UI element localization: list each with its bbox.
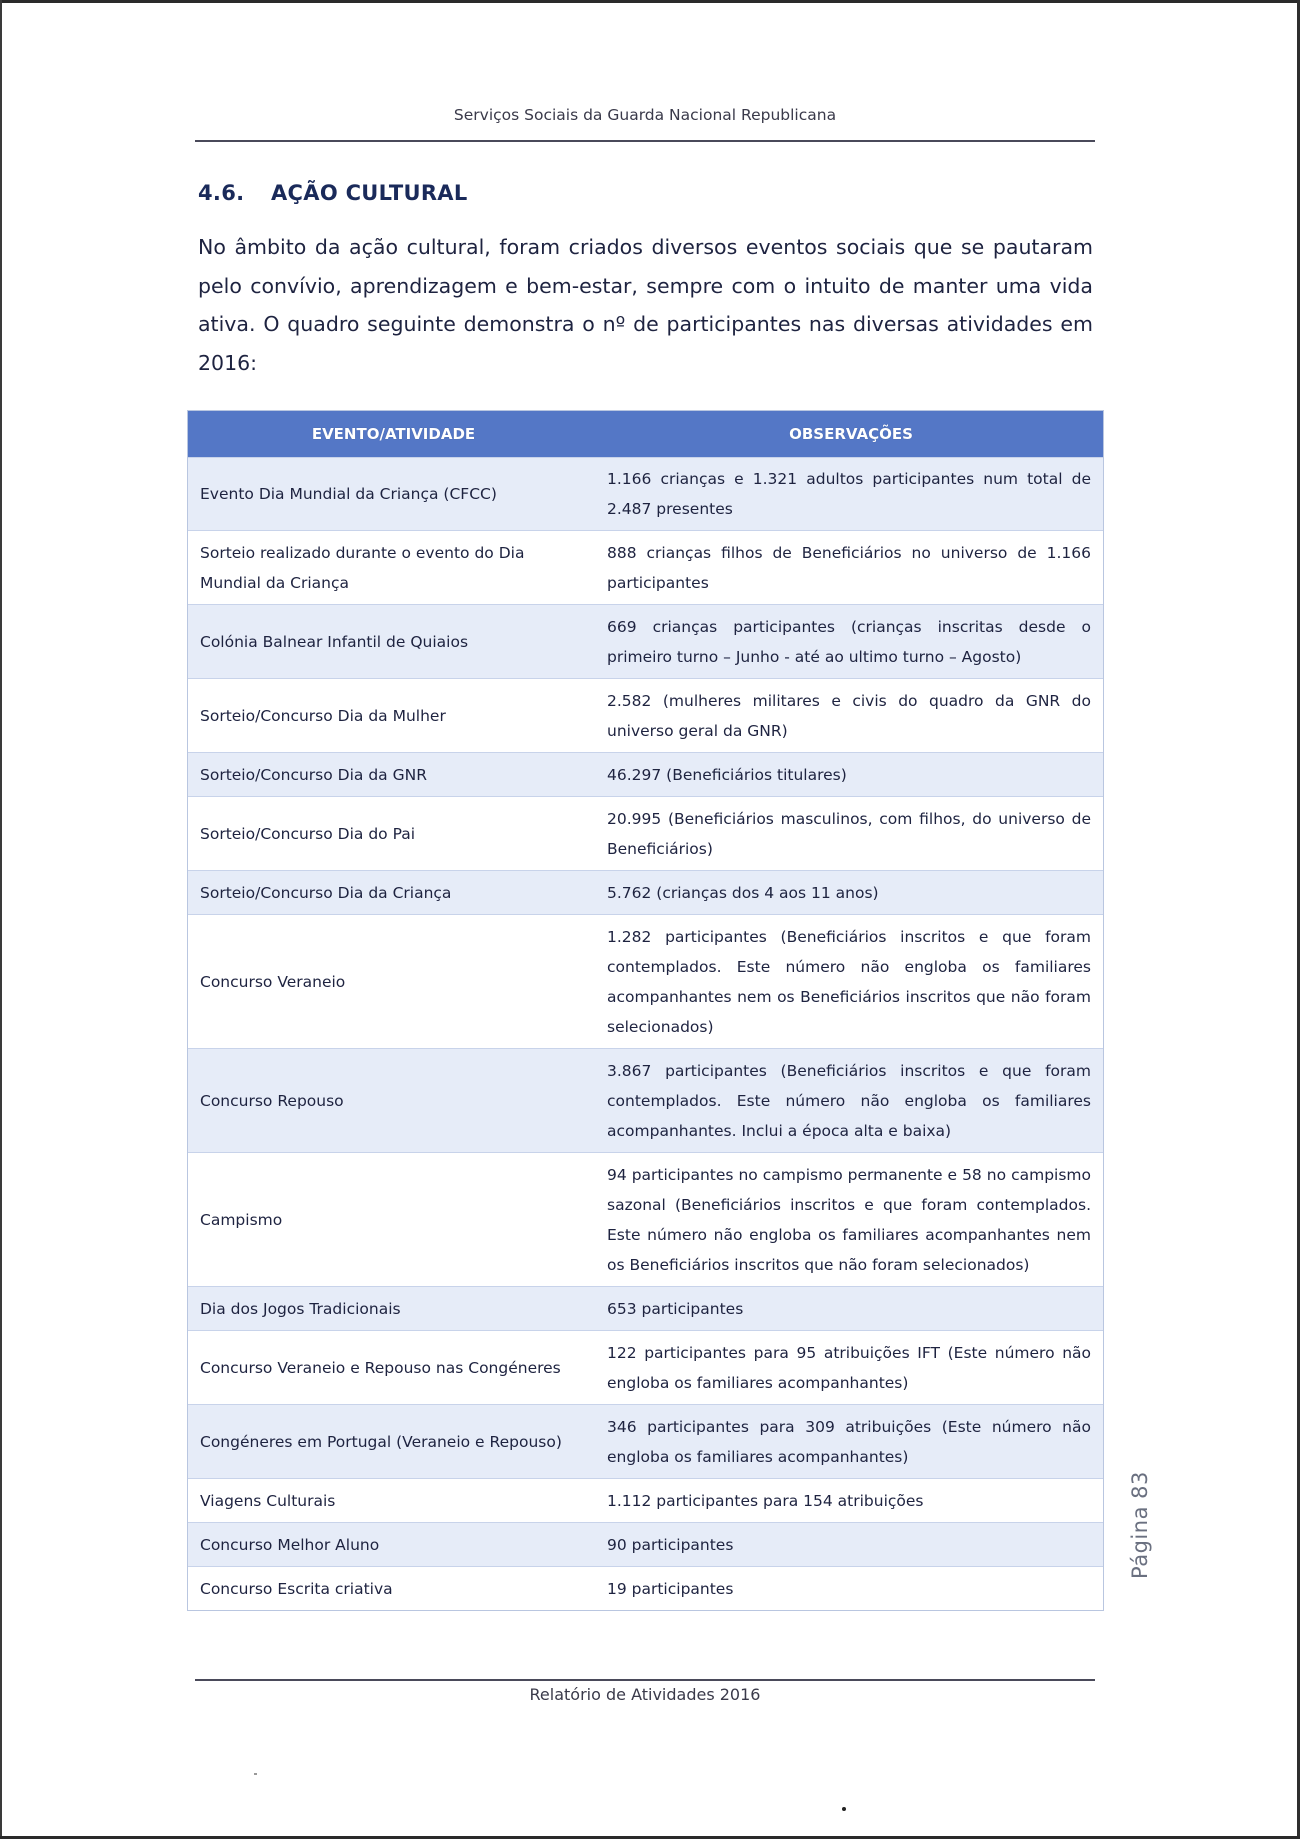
section-title: AÇÃO CULTURAL [271, 181, 468, 205]
observation-text: 1.166 crianças e 1.321 adultos participantes num total de 2.487 presentes [607, 470, 1091, 518]
observation-cell [599, 458, 1103, 530]
observation-cell [599, 679, 1103, 752]
event-cell: Sorteio/Concurso Dia da GNR [200, 765, 427, 784]
table-row [188, 678, 1103, 752]
event-cell: Concurso Veraneio e Repouso nas Congéneres [200, 1358, 561, 1377]
observation-text: 1.112 participantes para 154 atribuições [607, 1491, 924, 1510]
page-number-label: Página 83 [1128, 1471, 1152, 1579]
observation-text: 3.867 participantes (Beneficiários inscritos e que foram contemplados. Este número não engloba os familiares acompanhantes. Inclui a época alta e baixa) [607, 1061, 1091, 1140]
observation-cell [599, 915, 1103, 1048]
section-heading [198, 181, 468, 205]
event-cell: Congéneres em Portugal (Veraneio e Repouso) [200, 1432, 562, 1451]
column-header-observations: OBSERVAÇÕES [789, 425, 913, 443]
scan-speck [842, 1807, 846, 1811]
event-cell: Evento Dia Mundial da Criança (CFCC) [200, 485, 497, 503]
observation-text: 46.297 (Beneficiários titulares) [607, 765, 847, 784]
observation-text: 19 participantes [607, 1579, 734, 1598]
page-footer: Relatório de Atividades 2016 [529, 1685, 761, 1704]
table-row [188, 530, 1103, 604]
observation-text: 1.282 participantes (Beneficiários inscritos e que foram contemplados. Este número não engloba os familiares acompanhantes nem os Beneficiários inscritos que não foram selecionados) [607, 927, 1091, 1036]
observation-cell [599, 1567, 1103, 1610]
event-cell: Viagens Culturais [200, 1491, 336, 1510]
observation-text: 20.995 (Beneficiários masculinos, com filhos, do universo de Beneficiários) [607, 809, 1091, 858]
table-row [188, 1478, 1103, 1522]
observation-cell [599, 1479, 1103, 1522]
event-cell: Dia dos Jogos Tradicionais [200, 1299, 401, 1318]
table-header [188, 411, 1103, 457]
event-cell: Sorteio/Concurso Dia do Pai [200, 824, 416, 843]
event-cell: Sorteio realizado durante o evento do Dia Mundial da Criança [200, 543, 525, 592]
observation-text: 122 participantes para 95 atribuições IFT (Este número não engloba os familiares acompanhantes) [607, 1343, 1091, 1392]
observation-cell [599, 531, 1103, 604]
event-cell: Concurso Escrita criativa [200, 1579, 393, 1598]
observation-cell [599, 753, 1103, 796]
event-cell: Campismo [200, 1210, 283, 1229]
observation-cell [599, 1153, 1103, 1286]
scan-edge-top [0, 0, 1300, 3]
observation-cell [599, 1523, 1103, 1566]
observation-text: 90 participantes [607, 1535, 734, 1554]
intro-paragraph: No âmbito da ação cultural, foram criados diversos eventos sociais que se pautaram pelo convívio, aprendizagem e bem-estar, sempre com o intuito de manter uma vida ativa. O quadro seguinte demonstra o nº de participantes nas diversas atividades em 2016: [198, 235, 1093, 375]
observation-text: 669 crianças participantes (crianças inscritas desde o primeiro turno – Junho - até ao ultimo turno – Agosto) [607, 617, 1091, 666]
observation-text: 888 crianças filhos de Beneficiários no universo de 1.166 participantes [607, 543, 1091, 592]
table-row [188, 1566, 1103, 1610]
table-row [188, 457, 1103, 530]
observation-text: 346 participantes para 309 atribuições (Este número não engloba os familiares acompanhantes) [607, 1417, 1091, 1466]
observation-cell [599, 1287, 1103, 1330]
observation-cell [599, 1049, 1103, 1152]
table-row [188, 914, 1103, 1048]
page-header: Serviços Sociais da Guarda Nacional Republicana [453, 106, 837, 124]
observation-cell [599, 1331, 1103, 1404]
observation-text: 653 participantes [607, 1299, 744, 1318]
table-row [188, 796, 1103, 870]
table-row [188, 870, 1103, 914]
table-body [188, 457, 1103, 1610]
event-cell: Colónia Balnear Infantil de Quiaios [200, 632, 469, 651]
header-divider [195, 140, 1095, 142]
scan-speck [254, 1773, 257, 1775]
observation-text: 94 participantes no campismo permanente e 58 no campismo sazonal (Beneficiários inscritos e que foram contemplados. Este número não engloba os familiares acompanhantes nem os Beneficiários inscritos que não foram selecionados) [607, 1165, 1091, 1274]
observation-cell [599, 605, 1103, 678]
event-cell: Sorteio/Concurso Dia da Criança [200, 883, 452, 902]
section-number: 4.6. [198, 181, 245, 205]
table-row [188, 1286, 1103, 1330]
table-row [188, 604, 1103, 678]
observation-text: 5.762 (crianças dos 4 aos 11 anos) [607, 883, 879, 902]
observation-cell [599, 1405, 1103, 1478]
activities-table [187, 410, 1104, 1611]
footer-divider [195, 1679, 1095, 1681]
observation-cell [599, 871, 1103, 914]
table-row [188, 752, 1103, 796]
scan-edge-left [0, 0, 2, 1839]
column-header-event: EVENTO/ATIVIDADE [311, 425, 476, 443]
table-row [188, 1522, 1103, 1566]
observation-cell [599, 797, 1103, 870]
event-cell: Sorteio/Concurso Dia da Mulher [200, 706, 446, 725]
table-row [188, 1330, 1103, 1404]
observation-text: 2.582 (mulheres militares e civis do quadro da GNR do universo geral da GNR) [607, 691, 1091, 740]
table-row [188, 1048, 1103, 1152]
table-row [188, 1404, 1103, 1478]
event-cell: Concurso Veraneio [200, 972, 346, 991]
table-row [188, 1152, 1103, 1286]
event-cell: Concurso Repouso [200, 1091, 344, 1110]
event-cell: Concurso Melhor Aluno [200, 1535, 380, 1554]
